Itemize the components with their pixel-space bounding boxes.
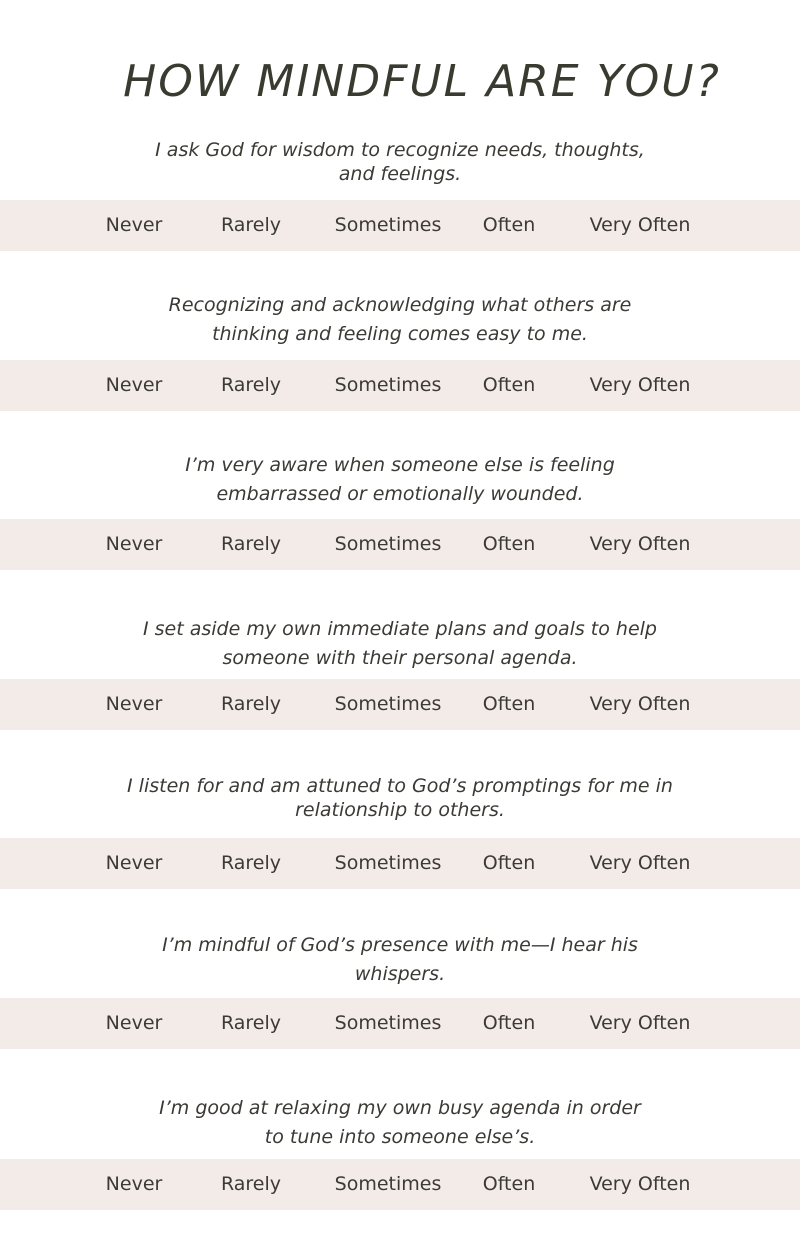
rating-option-rarely[interactable]: Rarely <box>220 1012 282 1034</box>
question-text <box>100 451 700 509</box>
rating-option-very-often[interactable]: Very Often <box>589 214 691 236</box>
rating-option-often[interactable]: Often <box>482 852 536 874</box>
rating-scale-row <box>0 679 800 730</box>
rating-option-often[interactable]: Often <box>482 533 536 555</box>
rating-option-rarely[interactable]: Rarely <box>220 533 282 555</box>
rating-option-never[interactable]: Never <box>105 374 163 396</box>
rating-option-very-often[interactable]: Very Often <box>589 852 691 874</box>
rating-option-rarely[interactable]: Rarely <box>220 214 282 236</box>
rating-option-rarely[interactable]: Rarely <box>220 1173 282 1195</box>
question-line: I’m very aware when someone else is feeling <box>185 454 615 476</box>
question-line: to tune into someone else’s. <box>264 1126 536 1148</box>
rating-option-often[interactable]: Often <box>482 1012 536 1034</box>
rating-option-sometimes[interactable]: Sometimes <box>334 533 442 555</box>
rating-option-never[interactable]: Never <box>105 852 163 874</box>
question-line: and feelings. <box>338 163 462 185</box>
rating-option-often[interactable]: Often <box>482 1173 536 1195</box>
page-title: HOW MINDFUL ARE YOU? <box>123 56 721 107</box>
rating-scale-row <box>0 998 800 1049</box>
rating-option-rarely[interactable]: Rarely <box>220 852 282 874</box>
question-line: I set aside my own immediate plans and goals to help <box>143 618 657 640</box>
rating-option-sometimes[interactable]: Sometimes <box>334 214 442 236</box>
rating-option-often[interactable]: Often <box>482 693 536 715</box>
rating-scale-row <box>0 360 800 411</box>
rating-option-never[interactable]: Never <box>105 1173 163 1195</box>
question-line: relationship to others. <box>295 799 505 821</box>
question-line: whispers. <box>354 963 446 985</box>
question-text <box>100 291 700 349</box>
rating-option-sometimes[interactable]: Sometimes <box>334 693 442 715</box>
rating-option-very-often[interactable]: Very Often <box>589 1012 691 1034</box>
rating-option-never[interactable]: Never <box>105 1012 163 1034</box>
question-line: I’m mindful of God’s presence with me—I hear his <box>162 934 638 956</box>
question-line: I ask God for wisdom to recognize needs, thoughts, <box>155 139 645 161</box>
rating-option-never[interactable]: Never <box>105 693 163 715</box>
question-line: thinking and feeling comes easy to me. <box>212 323 588 345</box>
rating-option-sometimes[interactable]: Sometimes <box>334 852 442 874</box>
question-text <box>100 615 700 673</box>
question-line: embarrassed or emotionally wounded. <box>216 483 584 505</box>
question-text <box>100 138 700 186</box>
question-text <box>100 1094 700 1152</box>
rating-option-often[interactable]: Often <box>482 214 536 236</box>
question-text <box>100 931 700 989</box>
rating-scale-row <box>0 519 800 570</box>
rating-option-often[interactable]: Often <box>482 374 536 396</box>
rating-option-rarely[interactable]: Rarely <box>220 693 282 715</box>
question-line: Recognizing and acknowledging what others are <box>168 294 632 316</box>
question-line: I’m good at relaxing my own busy agenda in order <box>159 1097 641 1119</box>
rating-option-very-often[interactable]: Very Often <box>589 374 691 396</box>
rating-option-very-often[interactable]: Very Often <box>589 1173 691 1195</box>
rating-option-very-often[interactable]: Very Often <box>589 533 691 555</box>
rating-option-sometimes[interactable]: Sometimes <box>334 1012 442 1034</box>
rating-option-sometimes[interactable]: Sometimes <box>334 1173 442 1195</box>
rating-option-never[interactable]: Never <box>105 214 163 236</box>
rating-scale-row <box>0 1159 800 1210</box>
rating-option-sometimes[interactable]: Sometimes <box>334 374 442 396</box>
rating-option-rarely[interactable]: Rarely <box>220 374 282 396</box>
question-line: someone with their personal agenda. <box>222 647 578 669</box>
rating-option-very-often[interactable]: Very Often <box>589 693 691 715</box>
question-line: I listen for and am attuned to God’s promptings for me in <box>127 775 673 797</box>
rating-option-never[interactable]: Never <box>105 533 163 555</box>
rating-scale-row <box>0 200 800 251</box>
rating-scale-row <box>0 838 800 889</box>
question-text <box>100 774 700 822</box>
